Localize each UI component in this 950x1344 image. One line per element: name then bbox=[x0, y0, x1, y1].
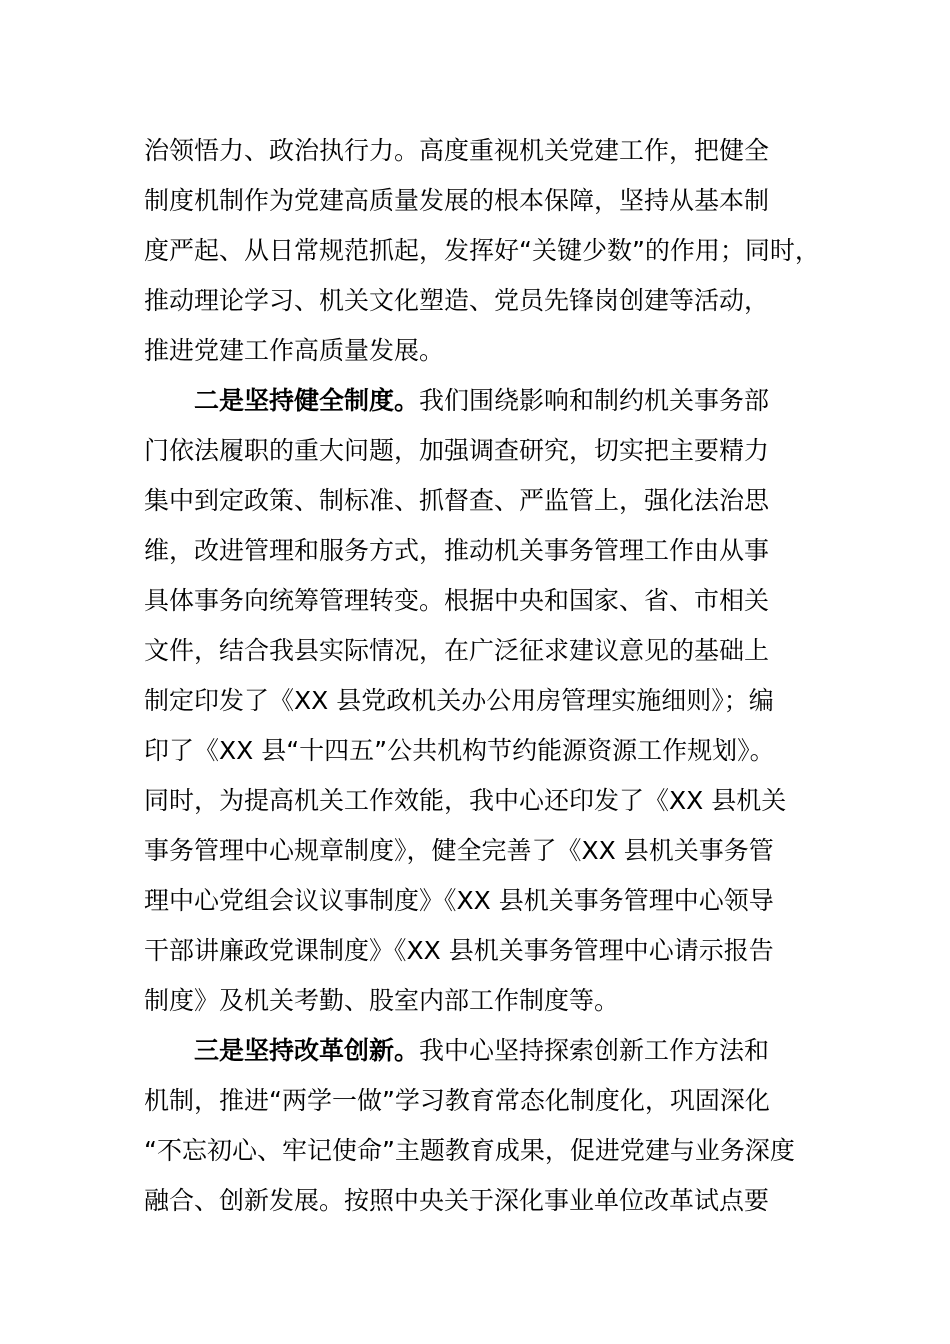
text-line bbox=[144, 1026, 844, 1076]
document-body bbox=[144, 126, 844, 1226]
text-line: 门依法履职的重大问题，加强调查研究，切实把主要精力 bbox=[144, 436, 770, 465]
text-line bbox=[144, 376, 844, 426]
paragraph-2 bbox=[144, 376, 844, 1026]
text-line: 具体事务向统筹管理转变。根据中央和国家、省、市相关 bbox=[144, 586, 770, 615]
text-line: 事务管理中心规章制度》，健全完善了《XX 县机关事务管 bbox=[144, 836, 774, 865]
paragraph-text: 我们围绕影响和制约机关事务部 bbox=[419, 386, 770, 415]
text-line: 维，改进管理和服务方式，推动机关事务管理工作由从事 bbox=[144, 536, 770, 565]
text-line: 印了《XX 县“十四五”公共机构节约能源资源工作规划》。 bbox=[144, 736, 775, 765]
text-line: 度严起、从日常规范抓起，发挥好“关键少数”的作用；同时， bbox=[144, 236, 820, 265]
text-line: 制度机制作为党建高质量发展的根本保障，坚持从基本制 bbox=[144, 186, 770, 215]
text-line: 制定印发了《XX 县党政机关办公用房管理实施细则》；编 bbox=[144, 686, 774, 715]
text-line: 推动理论学习、机关文化塑造、党员先锋岗创建等活动， bbox=[144, 286, 770, 315]
paragraph-lead: 二是坚持健全制度。 bbox=[194, 386, 420, 415]
text-line: 干部讲廉政党课制度》《XX 县机关事务管理中心请示报告 bbox=[144, 936, 774, 965]
text-line: 治领悟力、政治执行力。高度重视机关党建工作，把健全 bbox=[144, 136, 770, 165]
text-line: 推进党建工作高质量发展。 bbox=[144, 336, 445, 365]
paragraph-1 bbox=[144, 126, 844, 376]
text-line: 文件，结合我县实际情况，在广泛征求建议意见的基础上 bbox=[144, 636, 770, 665]
paragraph-lead: 三是坚持改革创新。 bbox=[194, 1036, 420, 1065]
paragraph-3 bbox=[144, 1026, 844, 1226]
text-line: “不忘初心、牢记使命”主题教育成果，促进党建与业务深度 bbox=[144, 1136, 795, 1165]
text-line: 融合、创新发展。按照中央关于深化事业单位改革试点要 bbox=[144, 1186, 770, 1215]
text-line: 机制，推进“两学一做”学习教育常态化制度化，巩固深化 bbox=[144, 1086, 770, 1115]
text-line: 集中到定政策、制标准、抓督查、严监管上，强化法治思 bbox=[144, 486, 770, 515]
text-line: 理中心党组会议议事制度》《XX 县机关事务管理中心领导 bbox=[144, 886, 774, 915]
text-line: 制度》及机关考勤、股室内部工作制度等。 bbox=[144, 986, 620, 1015]
text-line: 同时，为提高机关工作效能，我中心还印发了《XX 县机关 bbox=[144, 786, 787, 815]
paragraph-text: 我中心坚持探索创新工作方法和 bbox=[419, 1036, 770, 1065]
